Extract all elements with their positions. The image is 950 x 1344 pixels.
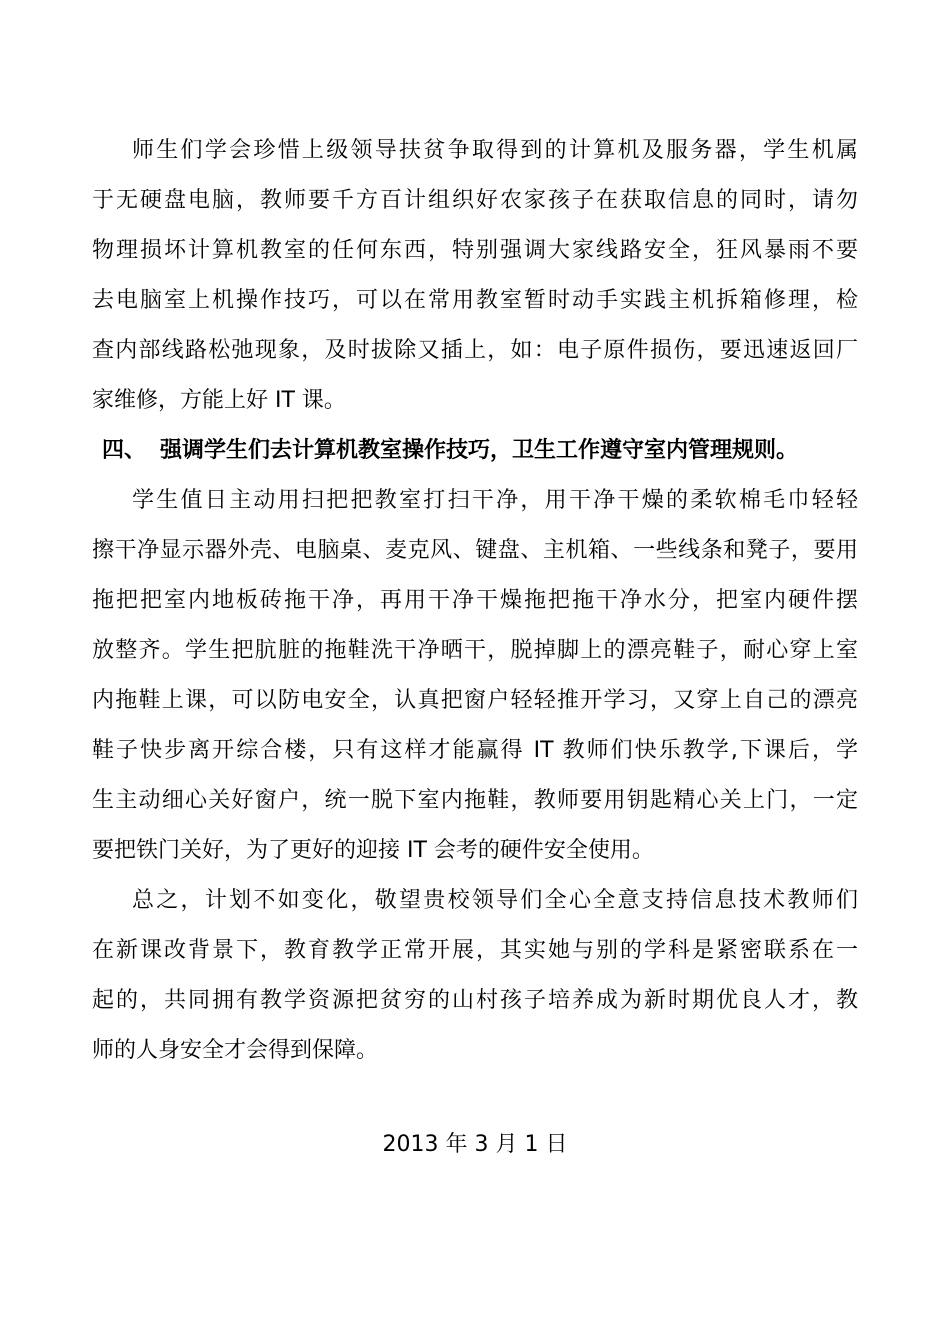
section-4-number: 四、 [102, 438, 147, 463]
paragraph-1-line-6: 家维修，方能上好 IT 课。 [92, 388, 346, 413]
section-4-heading [92, 436, 858, 466]
paragraph-3-line-3: 起的，共同拥有教学资源把贫穷的山村孩子培养成为新时期优良人才，教 [92, 988, 858, 1013]
paragraph-2-line-5: 内拖鞋上课，可以防电安全，认真把窗户轻轻推开学习，又穿上自己的漂亮 [92, 688, 858, 713]
paragraph-2-line-6: 鞋子快步离开综合楼，只有这样才能赢得 IT 教师们快乐教学,下课后，学 [92, 738, 858, 763]
paragraph-1-line-1: 师生们学会珍惜上级领导扶贫争取得到的计算机及服务器，学生机属 [132, 138, 858, 163]
paragraph-1-line-3: 物理损坏计算机教室的任何东西，特别强调大家线路安全，狂风暴雨不要 [92, 238, 858, 263]
paragraph-3-line-1: 总之，计划不如变化，敬望贵校领导们全心全意支持信息技术教师们 [132, 888, 858, 913]
document-date: 2013 年 3 月 1 日 [382, 1132, 568, 1157]
paragraph-3-line-4: 师的人身安全才会得到保障。 [92, 1038, 379, 1063]
paragraph-1-line-5: 查内部线路松弛现象，及时拔除又插上，如：电子原件损伤，要迅速返回厂 [92, 338, 858, 363]
paragraph-2-line-3: 拖把把室内地板砖拖干净，再用干净干燥拖把拖干净水分，把室内硬件摆 [92, 588, 858, 613]
paragraph-2-line-2: 擦干净显示器外壳、电脑桌、麦克风、键盘、主机箱、一些线条和凳子，要用 [92, 538, 858, 563]
paragraph-2-line-4: 放整齐。学生把肮脏的拖鞋洗干净晒干，脱掉脚上的漂亮鞋子，耐心穿上室 [92, 638, 858, 663]
paragraph-1-line-4: 去电脑室上机操作技巧，可以在常用教室暂时动手实践主机拆箱修理，检 [92, 288, 858, 313]
paragraph-2-line-8: 要把铁门关好，为了更好的迎接 IT 会考的硬件安全使用。 [92, 838, 654, 863]
paragraph-3-line-2: 在新课改背景下，教育教学正常开展，其实她与别的学科是紧密联系在一 [92, 938, 858, 963]
section-4-title: 强调学生们去计算机教室操作技巧，卫生工作遵守室内管理规则。 [160, 438, 799, 463]
paragraph-1-line-2: 于无硬盘电脑，教师要千方百计组织好农家孩子在获取信息的同时，请勿 [92, 188, 858, 213]
paragraph-2-line-7: 生主动细心关好窗户，统一脱下室内拖鞋，教师要用钥匙精心关上门，一定 [92, 788, 858, 813]
paragraph-2-line-1: 学生值日主动用扫把把教室打扫干净，用干净干燥的柔软棉毛巾轻轻 [132, 488, 858, 513]
